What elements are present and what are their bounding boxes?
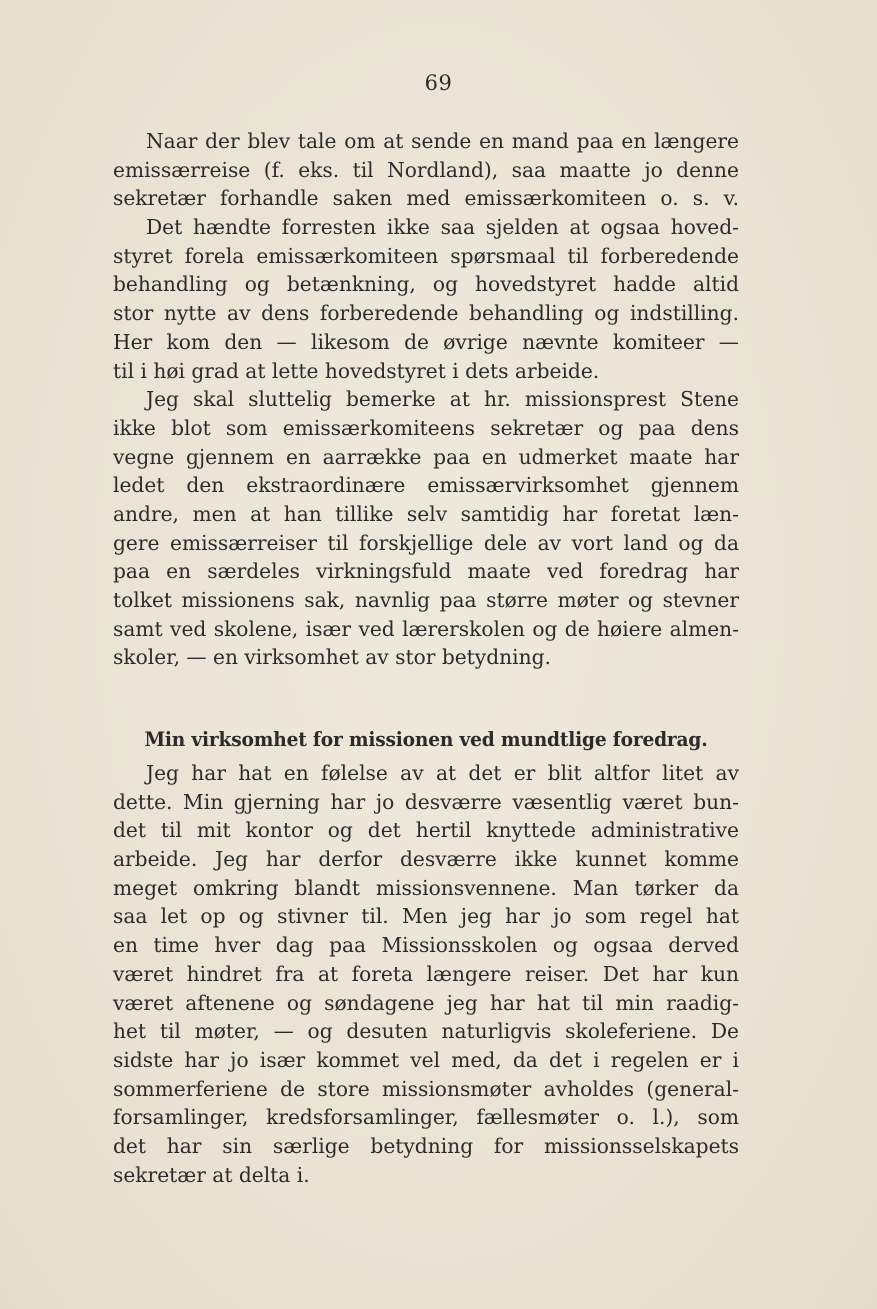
text-line: været hindret fra at foreta længere reiser. Det har kun	[113, 961, 739, 986]
text-line: Det hændte forresten ikke saa sjelden at ogsaa hoved-	[146, 215, 739, 240]
text-line: sidste har jo især kommet vel med, da det i regelen er i	[113, 1047, 739, 1072]
text-line: dette. Min gjerning har jo desværre væsentlig været bun-	[113, 789, 739, 814]
text-line: det har sin særlige betydning for missionsselskapets	[113, 1133, 739, 1158]
text-line: Jeg har hat en følelse av at det er blit altfor litet av	[146, 761, 739, 785]
text-line: det til mit kontor og det hertil knyttede administrative	[113, 818, 739, 843]
text-line: styret forela emissærkomiteen spørsmaal til forberedende	[113, 243, 739, 268]
text-line: meget omkring blandt missionsvennene. Man tørker da	[113, 875, 739, 900]
text-line: ledet den ekstraordinære emissærvirksomhet gjennem	[113, 473, 739, 498]
text-line: skoler, — en virksomhet av stor betydning.	[113, 645, 551, 670]
text-line: gere emissærreiser til forskjellige dele av vort land og da	[113, 530, 739, 555]
text-line: forsamlinger, kredsforsamlinger, fællesmøter o. l.), som	[113, 1105, 739, 1130]
text-line: andre, men at han tillike selv samtidig har foretat læn-	[113, 501, 739, 526]
text-line: vegne gjennem en aarrække paa en udmerket maate har	[113, 444, 739, 469]
text-line: stor nytte av dens forberedende behandling og indstilling.	[113, 301, 739, 326]
paragraph-block-2	[113, 759, 739, 1189]
text-line: sekretær at delta i.	[113, 1162, 310, 1187]
paragraph-block-1	[113, 127, 739, 672]
text-line: sommerferiene de store missionsmøter avholdes (general-	[113, 1076, 739, 1101]
text-line: Jeg skal sluttelig bemerke at hr. missionsprest Stene	[146, 387, 739, 412]
text-line: ikke blot som emissærkomiteens sekretær og paa dens	[113, 415, 739, 440]
text-line: til i høi grad at lette hovedstyret i dets arbeide.	[113, 358, 600, 383]
text-line: sekretær forhandle saken med emissærkomiteen o. s. v.	[113, 186, 739, 211]
text-line: arbeide. Jeg har derfor desværre ikke kunnet komme	[113, 847, 739, 872]
page-number: 69	[424, 71, 453, 95]
text-line: samt ved skolene, især ved lærerskolen og de høiere almen-	[113, 616, 739, 641]
section-heading: Min virksomhet for missionen ved mundtlige foredrag.	[144, 727, 708, 751]
text-line: tolket missionens sak, navnlig paa større møter og stevner	[113, 588, 739, 612]
text-line: behandling og betænkning, og hovedstyret hadde altid	[113, 272, 739, 297]
text-line: saa let op og stivner til. Men jeg har jo som regel hat	[113, 904, 739, 929]
text-line: en time hver dag paa Missionsskolen og ogsaa derved	[113, 933, 739, 958]
text-line: været aftenene og søndagene jeg har hat til min raadig-	[113, 990, 739, 1015]
text-line: emissærreise (f. eks. til Nordland), saa maatte jo denne	[113, 157, 739, 182]
text-line: het til møter, — og desuten naturligvis skoleferiene. De	[113, 1019, 739, 1044]
text-line: paa en særdeles virkningsfuld maate ved foredrag har	[113, 559, 739, 584]
text-line: Naar der blev tale om at sende en mand paa en længere	[146, 129, 739, 153]
text-line: Her kom den — likesom de øvrige nævnte komiteer —	[113, 329, 739, 354]
